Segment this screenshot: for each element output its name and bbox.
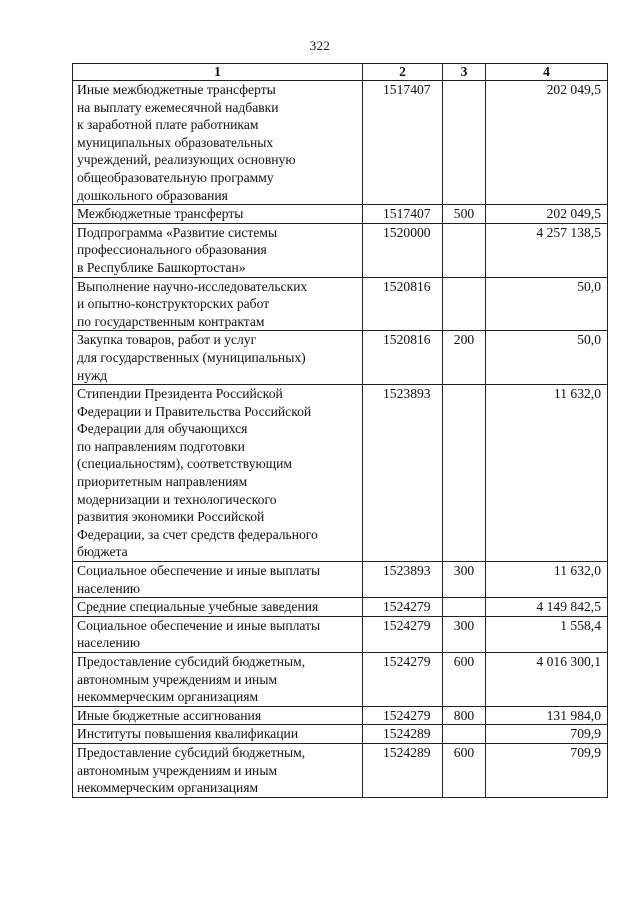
row-name: Межбюджетные трансферты xyxy=(73,205,363,224)
row-code: 1524279 xyxy=(363,653,443,707)
row-name: Стипендии Президента Российской Федерации и Правительства Российской Федерации для обучающихся по направлениям подготовки (специальностям), соответствующим приоритетным направлениям модернизации и технологического развития экономики Российской Федерации, за счет средств федерального бюджета xyxy=(73,385,363,562)
row-name: Выполнение научно-исследовательских и опытно-конструкторских работ по государственным контрактам xyxy=(73,277,363,331)
row-name: Иные бюджетные ассигнования xyxy=(73,706,363,725)
row-name: Закупка товаров, работ и услуг для государственных (муниципальных) нужд xyxy=(73,331,363,385)
row-code: 1524279 xyxy=(363,598,443,617)
row-amount: 11 632,0 xyxy=(486,385,608,562)
row-name: Подпрограмма «Развитие системы профессионального образования в Республике Башкортостан» xyxy=(73,223,363,277)
budget-table-container xyxy=(72,63,607,798)
row-code: 1520816 xyxy=(363,277,443,331)
row-expense-type: 200 xyxy=(443,331,486,385)
table-row xyxy=(73,331,608,385)
row-expense-type xyxy=(443,81,486,205)
table-row xyxy=(73,223,608,277)
page-number: 322 xyxy=(309,38,331,53)
row-name: Предоставление субсидий бюджетным, автономным учреждениям и иным некоммерческим организациям xyxy=(73,743,363,797)
row-expense-type: 600 xyxy=(443,653,486,707)
budget-table xyxy=(72,63,608,798)
row-code: 1520000 xyxy=(363,223,443,277)
row-expense-type: 500 xyxy=(443,205,486,224)
row-name: Социальное обеспечение и иные выплаты населению xyxy=(73,562,363,598)
table-row xyxy=(73,743,608,797)
row-code: 1523893 xyxy=(363,562,443,598)
row-amount: 50,0 xyxy=(486,331,608,385)
row-amount: 11 632,0 xyxy=(486,562,608,598)
row-amount: 4 257 138,5 xyxy=(486,223,608,277)
table-row xyxy=(73,81,608,205)
row-name: Социальное обеспечение и иные выплаты населению xyxy=(73,616,363,652)
table-row xyxy=(73,653,608,707)
row-amount: 4 149 842,5 xyxy=(486,598,608,617)
row-expense-type: 300 xyxy=(443,616,486,652)
row-amount: 131 984,0 xyxy=(486,706,608,725)
header-col-2: 2 xyxy=(363,64,443,81)
row-amount: 4 016 300,1 xyxy=(486,653,608,707)
table-row xyxy=(73,725,608,744)
table-row xyxy=(73,277,608,331)
row-code: 1524289 xyxy=(363,725,443,744)
row-expense-type: 800 xyxy=(443,706,486,725)
row-expense-type xyxy=(443,385,486,562)
row-code: 1524289 xyxy=(363,743,443,797)
row-name: Средние специальные учебные заведения xyxy=(73,598,363,617)
row-expense-type: 300 xyxy=(443,562,486,598)
row-expense-type xyxy=(443,277,486,331)
row-name: Иные межбюджетные трансферты на выплату ежемесячной надбавки к заработной плате работникам муниципальных образовательных учреждений, реализующих основную общеобразовательную программу дошкольного образования xyxy=(73,81,363,205)
table-row xyxy=(73,598,608,617)
table-row xyxy=(73,205,608,224)
table-row xyxy=(73,562,608,598)
table-row xyxy=(73,616,608,652)
row-amount: 50,0 xyxy=(486,277,608,331)
row-code: 1517407 xyxy=(363,81,443,205)
table-body xyxy=(73,81,608,798)
header-col-4: 4 xyxy=(486,64,608,81)
row-amount: 202 049,5 xyxy=(486,81,608,205)
row-code: 1517407 xyxy=(363,205,443,224)
row-code: 1520816 xyxy=(363,331,443,385)
row-expense-type xyxy=(443,223,486,277)
row-code: 1523893 xyxy=(363,385,443,562)
row-amount: 1 558,4 xyxy=(486,616,608,652)
header-col-3: 3 xyxy=(443,64,486,81)
table-row xyxy=(73,706,608,725)
row-expense-type: 600 xyxy=(443,743,486,797)
row-expense-type xyxy=(443,598,486,617)
row-name: Институты повышения квалификации xyxy=(73,725,363,744)
row-code: 1524279 xyxy=(363,706,443,725)
row-amount: 709,9 xyxy=(486,725,608,744)
table-header xyxy=(73,64,608,81)
row-expense-type xyxy=(443,725,486,744)
row-amount: 202 049,5 xyxy=(486,205,608,224)
row-amount: 709,9 xyxy=(486,743,608,797)
header-col-1: 1 xyxy=(73,64,363,81)
row-name: Предоставление субсидий бюджетным, автономным учреждениям и иным некоммерческим организациям xyxy=(73,653,363,707)
header-row xyxy=(73,64,608,81)
table-row xyxy=(73,385,608,562)
row-code: 1524279 xyxy=(363,616,443,652)
